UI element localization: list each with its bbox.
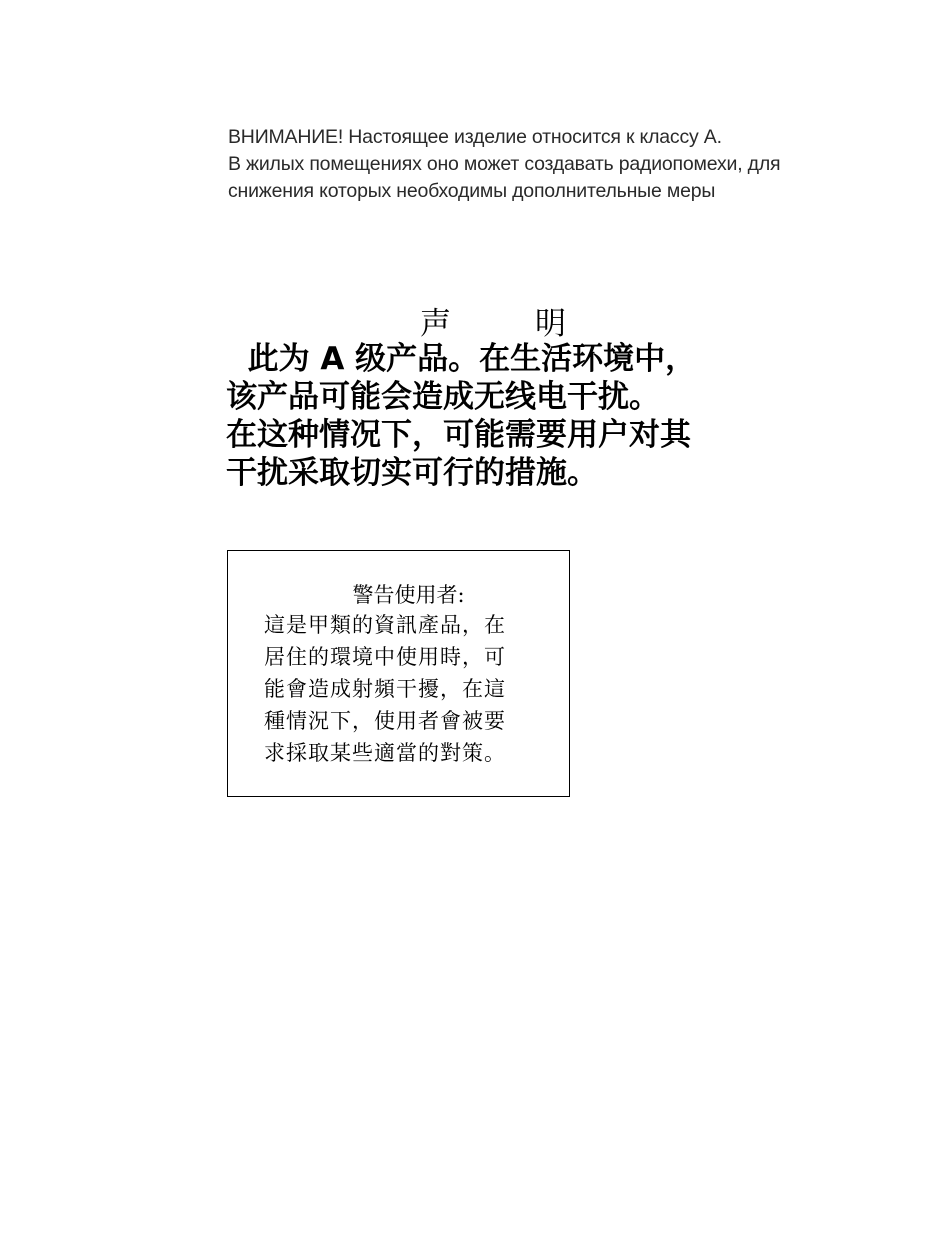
chinese-statement-line-3: 在这种情况下，可能需要用户对其 <box>226 417 691 453</box>
taiwan-warning-line-4: 種情況下，使用者會被要 <box>264 709 506 733</box>
taiwan-warning-body <box>264 609 554 769</box>
chinese-title-char-1: 声 <box>420 306 451 342</box>
russian-class-a-notice <box>228 124 928 205</box>
taiwan-warning-line-3: 能會造成射頻干擾，在這 <box>264 677 506 701</box>
taiwan-warning-line-5: 求採取某些適當的對策。 <box>264 741 506 765</box>
chinese-title-char-2: 明 <box>535 306 566 342</box>
chinese-statement-line-2: 该产品可能会造成无线电干扰。 <box>226 379 660 415</box>
chinese-class-a-statement <box>226 340 786 492</box>
chinese-statement-line-1: 此为 A 级产品。在生活环境中， <box>226 341 697 377</box>
taiwan-warning-title: 警告使用者: <box>352 583 465 607</box>
chinese-statement-title <box>420 304 566 344</box>
russian-notice-line-3: снижения которых необходимы дополнительные меры <box>228 180 716 202</box>
taiwan-warning-box <box>227 550 570 797</box>
taiwan-warning-line-1: 這是甲類的資訊產品，在 <box>264 613 506 637</box>
taiwan-warning-line-2: 居住的環境中使用時，可 <box>264 645 506 669</box>
chinese-statement-line-4: 干扰采取切实可行的措施。 <box>226 455 598 491</box>
russian-notice-line-1: ВНИМАНИЕ! Настоящее изделие относится к классу А. <box>228 126 722 148</box>
russian-notice-line-2: В жилых помещениях оно может создавать радиопомехи, для <box>228 153 781 175</box>
